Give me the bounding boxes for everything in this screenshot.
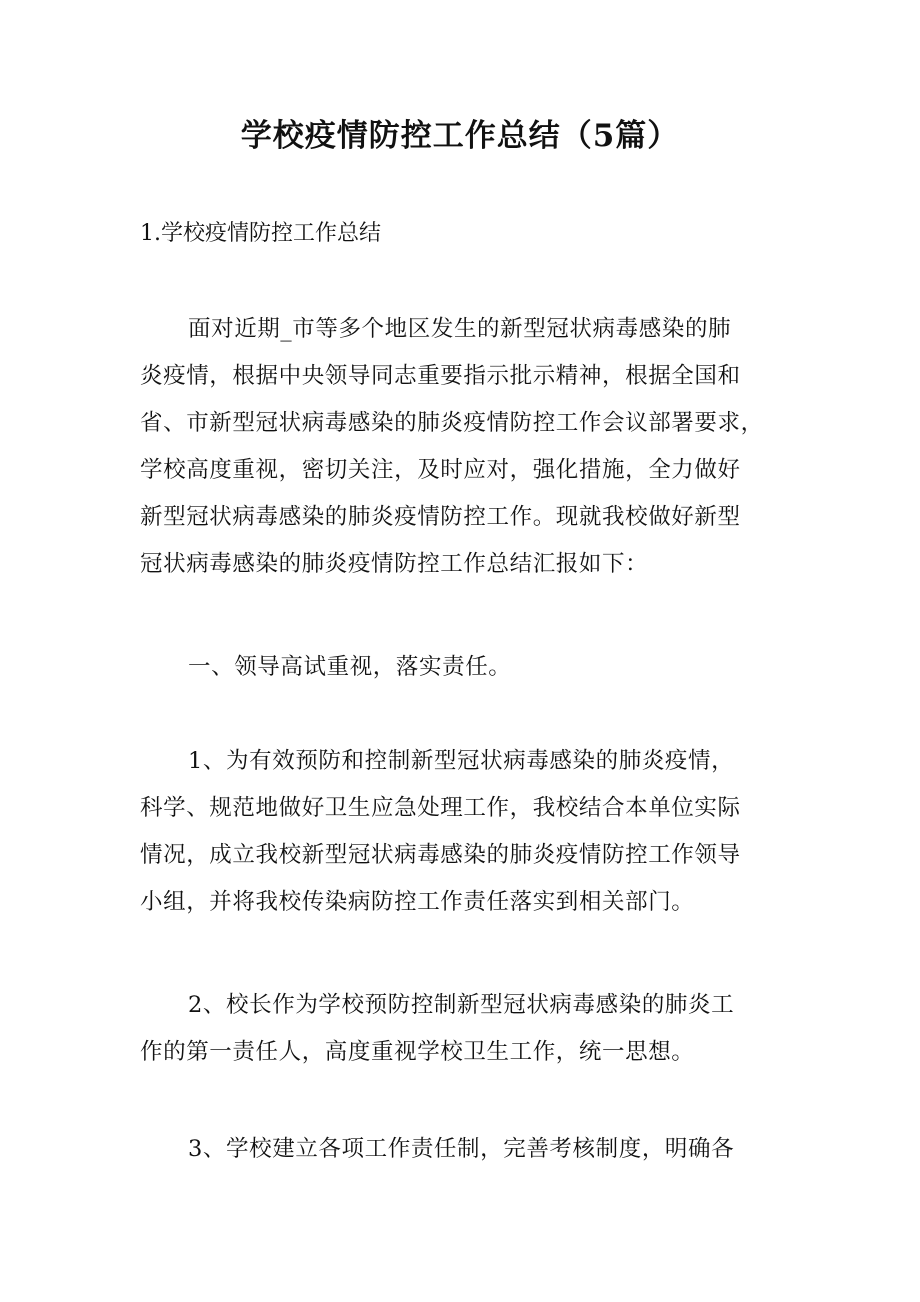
- paragraph-line: 新型冠状病毒感染的肺炎疫情防控工作。现就我校做好新型: [140, 504, 741, 530]
- paragraph-intro: [140, 306, 780, 588]
- paragraph-line: 一、领导高试重视，落实责任。: [188, 654, 512, 680]
- paragraph-line: 省、市新型冠状病毒感染的肺炎疫情防控工作会议部署要求，: [140, 410, 764, 436]
- paragraph-line: 2、校长作为学校预防控制新型冠状病毒感染的肺炎工: [188, 992, 735, 1018]
- paragraph-line: 面对近期_市等多个地区发生的新型冠状病毒感染的肺: [188, 316, 732, 342]
- paragraph-line: 学校高度重视，密切关注，及时应对，强化措施，全力做好: [140, 457, 741, 483]
- paragraph-item-1: [140, 738, 780, 926]
- paragraph-item-3: [140, 1126, 780, 1173]
- paragraph-line: 作的第一责任人，高度重视学校卫生工作，统一思想。: [140, 1039, 695, 1065]
- paragraph-item-2: [140, 982, 780, 1076]
- paragraph-subheading: [140, 644, 780, 691]
- paragraph-line: 科学、规范地做好卫生应急处理工作，我校结合本单位实际: [140, 795, 741, 821]
- paragraph-line: 冠状病毒感染的肺炎疫情防控工作总结汇报如下：: [140, 551, 649, 577]
- section-heading: 1.学校疫情防控工作总结: [140, 221, 381, 246]
- document-title: 学校疫情防控工作总结（5篇）: [240, 118, 680, 154]
- paragraph-line: 1、为有效预防和控制新型冠状病毒感染的肺炎疫情，: [188, 748, 735, 774]
- paragraph-line: 情况，成立我校新型冠状病毒感染的肺炎疫情防控工作领导: [140, 842, 741, 868]
- paragraph-line: 炎疫情，根据中央领导同志重要指示批示精神，根据全国和: [140, 363, 741, 389]
- paragraph-line: 小组，并将我校传染病防控工作责任落实到相关部门。: [140, 889, 695, 915]
- paragraph-line: 3、学校建立各项工作责任制，完善考核制度，明确各: [188, 1136, 735, 1162]
